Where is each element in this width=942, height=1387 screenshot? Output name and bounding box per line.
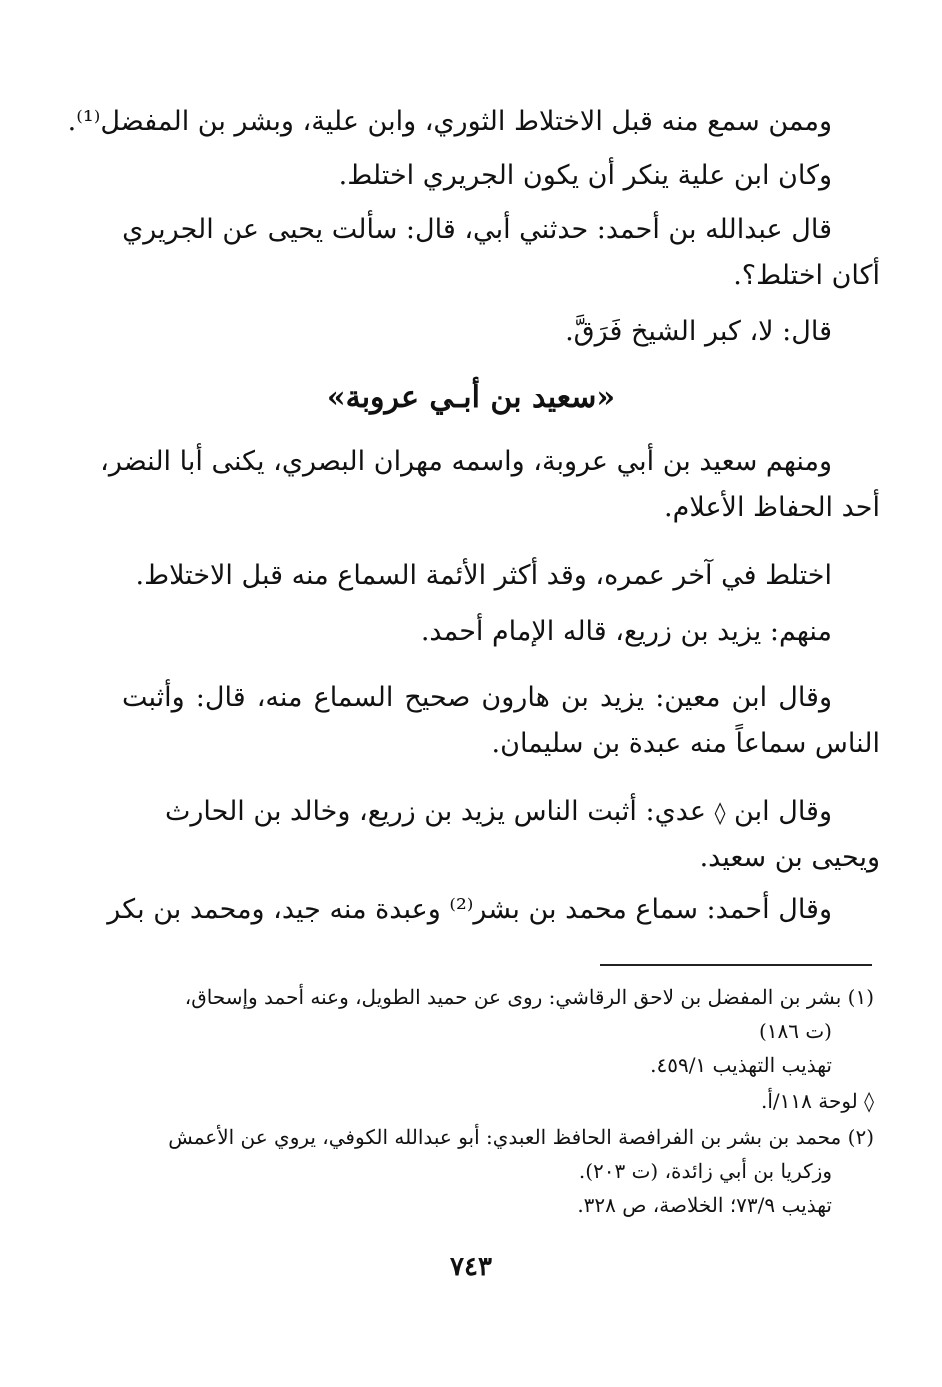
paragraph-line: الناس سماعاً منه عبدة بن سليمان. xyxy=(491,728,880,759)
footnote-line: (ت ١٨٦) xyxy=(758,1019,832,1043)
footnote-line: (١) بشر بن المفضل بن لاحق الرقاشي: روى عن حميد الطويل، وعنه أحمد وإسحاق، xyxy=(184,985,874,1009)
paragraph-line: وممن سمع منه قبل الاختلاط الثوري، وابن علية، وبشر بن المفضل⁽¹⁾. xyxy=(67,106,832,137)
paragraph-line: وكان ابن علية ينكر أن يكون الجريري اختلط. xyxy=(338,160,832,191)
footnote-line: ◊ لوحة ١١٨/أ. xyxy=(761,1089,874,1113)
footnote-line: تهذيب ٧٣/٩؛ الخلاصة، ص ٣٢٨. xyxy=(577,1193,832,1217)
paragraph-line: أكان اختلط؟. xyxy=(733,260,880,291)
paragraph-line: وقال ابن معين: يزيد بن هارون صحيح السماع منه، قال: وأثبت xyxy=(122,682,832,713)
paragraph-line: قال: لا، كبر الشيخ فَرَقَّ. xyxy=(565,316,832,347)
folio-marker-icon: ◊ xyxy=(714,801,726,826)
paragraph-line: أحد الحفاظ الأعلام. xyxy=(664,492,880,523)
paragraph-line: قال عبدالله بن أحمد: حدثني أبي، قال: سألت يحيى عن الجريري xyxy=(122,214,832,245)
footnote-line: تهذيب التهذيب ٤٥٩/١. xyxy=(650,1053,832,1077)
section-heading: «سعيد بن أبـي عروبة» xyxy=(326,380,616,415)
paragraph-line: ويحيى بن سعيد. xyxy=(699,842,880,873)
page-number: ٧٤٣ xyxy=(450,1252,492,1282)
footnote-divider xyxy=(600,964,872,966)
paragraph-line: منهم: يزيد بن زريع، قاله الإمام أحمد. xyxy=(420,616,832,647)
footnote-line: (٢) محمد بن بشر بن الفرافصة الحافظ العبدي: أبو عبدالله الكوفي، يروي عن الأعمش xyxy=(168,1125,874,1149)
paragraph-line xyxy=(165,794,832,832)
paragraph-line: وقال أحمد: سماع محمد بن بشر⁽²⁾ وعبدة منه جيد، ومحمد بن بكر xyxy=(107,894,832,925)
paragraph-text: عدي: أثبت الناس يزيد بن زريع، وخالد بن الحارث xyxy=(164,796,706,827)
paragraph-line: ومنهم سعيد بن أبي عروبة، واسمه مهران البصري، يكنى أبا النضر، xyxy=(100,446,832,477)
footnote-line: وزكريا بن أبي زائدة، (ت ٢٠٣). xyxy=(578,1159,832,1183)
paragraph-line: اختلط في آخر عمره، وقد أكثر الأئمة السماع منه قبل الاختلاط. xyxy=(135,560,832,591)
paragraph-text: وقال ابن xyxy=(734,796,832,827)
